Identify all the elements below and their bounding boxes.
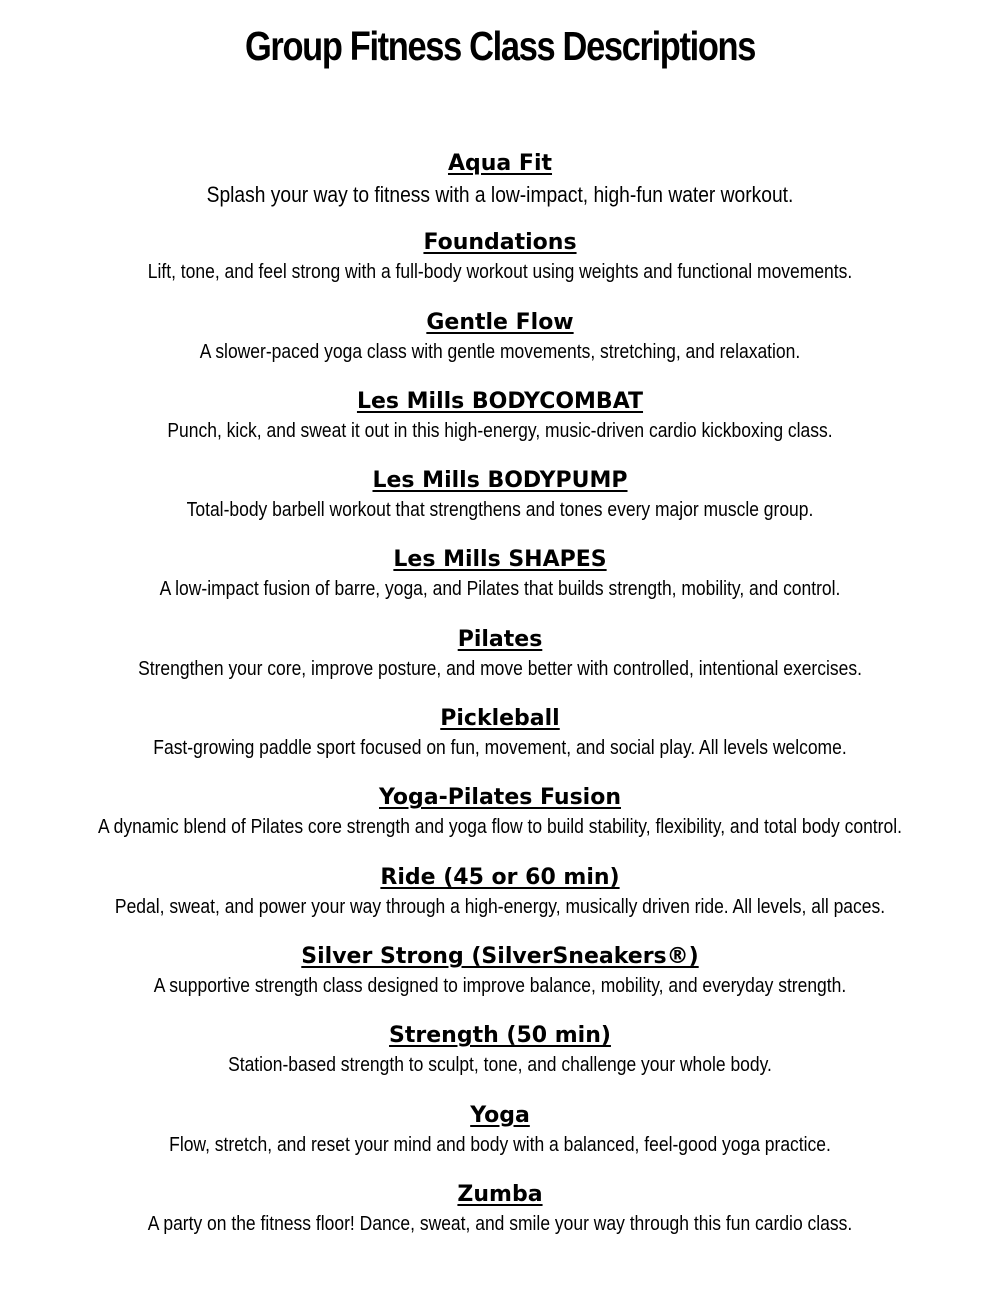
class-description: Fast-growing paddle sport focused on fun, movement, and social play. All levels welcome. xyxy=(153,737,847,760)
class-description: Total-body barbell workout that strengthens and tones every major muscle group. xyxy=(186,499,814,522)
class-description: Pedal, sweat, and power your way through a high-energy, musically driven ride. All levels, all paces. xyxy=(114,895,886,918)
class-name: Zumba xyxy=(457,1181,543,1207)
class-description: A party on the fitness floor! Dance, sweat, and smile your way through this fun cardio class. xyxy=(147,1212,853,1235)
class-entry-yoga-pilates-fusion xyxy=(0,784,1000,863)
class-name: Yoga xyxy=(470,1102,530,1128)
class-name: Gentle Flow xyxy=(426,309,574,335)
class-list xyxy=(0,150,1000,1260)
class-name: Silver Strong (SilverSneakers®) xyxy=(301,943,699,969)
class-entry-bodycombat xyxy=(0,388,1000,467)
class-description: Strengthen your core, improve posture, and move better with controlled, intentional exercises. xyxy=(138,657,862,680)
class-name: Les Mills BODYCOMBAT xyxy=(356,388,644,414)
class-description: Lift, tone, and feel strong with a full-body workout using weights and functional movements. xyxy=(147,261,853,284)
class-entry-strength xyxy=(0,1022,1000,1101)
class-entry-aqua-fit xyxy=(0,150,1000,229)
class-description: Flow, stretch, and reset your mind and body with a balanced, feel-good yoga practice. xyxy=(169,1133,831,1156)
class-description: A supportive strength class designed to improve balance, mobility, and everyday strength. xyxy=(153,974,847,997)
class-name: Strength (50 min) xyxy=(389,1023,611,1049)
class-entry-pickleball xyxy=(0,705,1000,784)
class-entry-gentle-flow xyxy=(0,309,1000,388)
class-entry-yoga xyxy=(0,1102,1000,1181)
class-name: Foundations xyxy=(423,230,577,256)
class-entry-bodypump xyxy=(0,467,1000,546)
class-entry-zumba xyxy=(0,1181,1000,1260)
class-entry-ride xyxy=(0,864,1000,943)
page-title: Group Fitness Class Descriptions xyxy=(244,23,756,69)
class-name: Pilates xyxy=(457,626,543,652)
class-entry-shapes xyxy=(0,546,1000,625)
class-name: Pickleball xyxy=(440,706,560,732)
class-name: Aqua Fit xyxy=(447,151,553,176)
class-name: Yoga-Pilates Fusion xyxy=(379,785,621,811)
class-description: A slower-paced yoga class with gentle movements, stretching, and relaxation. xyxy=(199,340,801,363)
class-description: Splash your way to fitness with a low-impact, high-fun water workout. xyxy=(206,182,794,207)
class-description: A low-impact fusion of barre, yoga, and Pilates that builds strength, mobility, and control. xyxy=(159,578,841,601)
class-description: Station-based strength to sculpt, tone, and challenge your whole body. xyxy=(228,1054,772,1077)
class-name: Ride (45 or 60 min) xyxy=(380,864,620,890)
class-entry-foundations xyxy=(0,229,1000,308)
class-name: Les Mills SHAPES xyxy=(393,547,607,573)
class-name: Les Mills BODYPUMP xyxy=(372,468,628,494)
class-description: Punch, kick, and sweat it out in this high-energy, music-driven cardio kickboxing class. xyxy=(167,419,833,442)
class-entry-silver-strong xyxy=(0,943,1000,1022)
class-entry-pilates xyxy=(0,626,1000,705)
class-description: A dynamic blend of Pilates core strength and yoga flow to build stability, flexibility, and total body control. xyxy=(98,816,902,839)
